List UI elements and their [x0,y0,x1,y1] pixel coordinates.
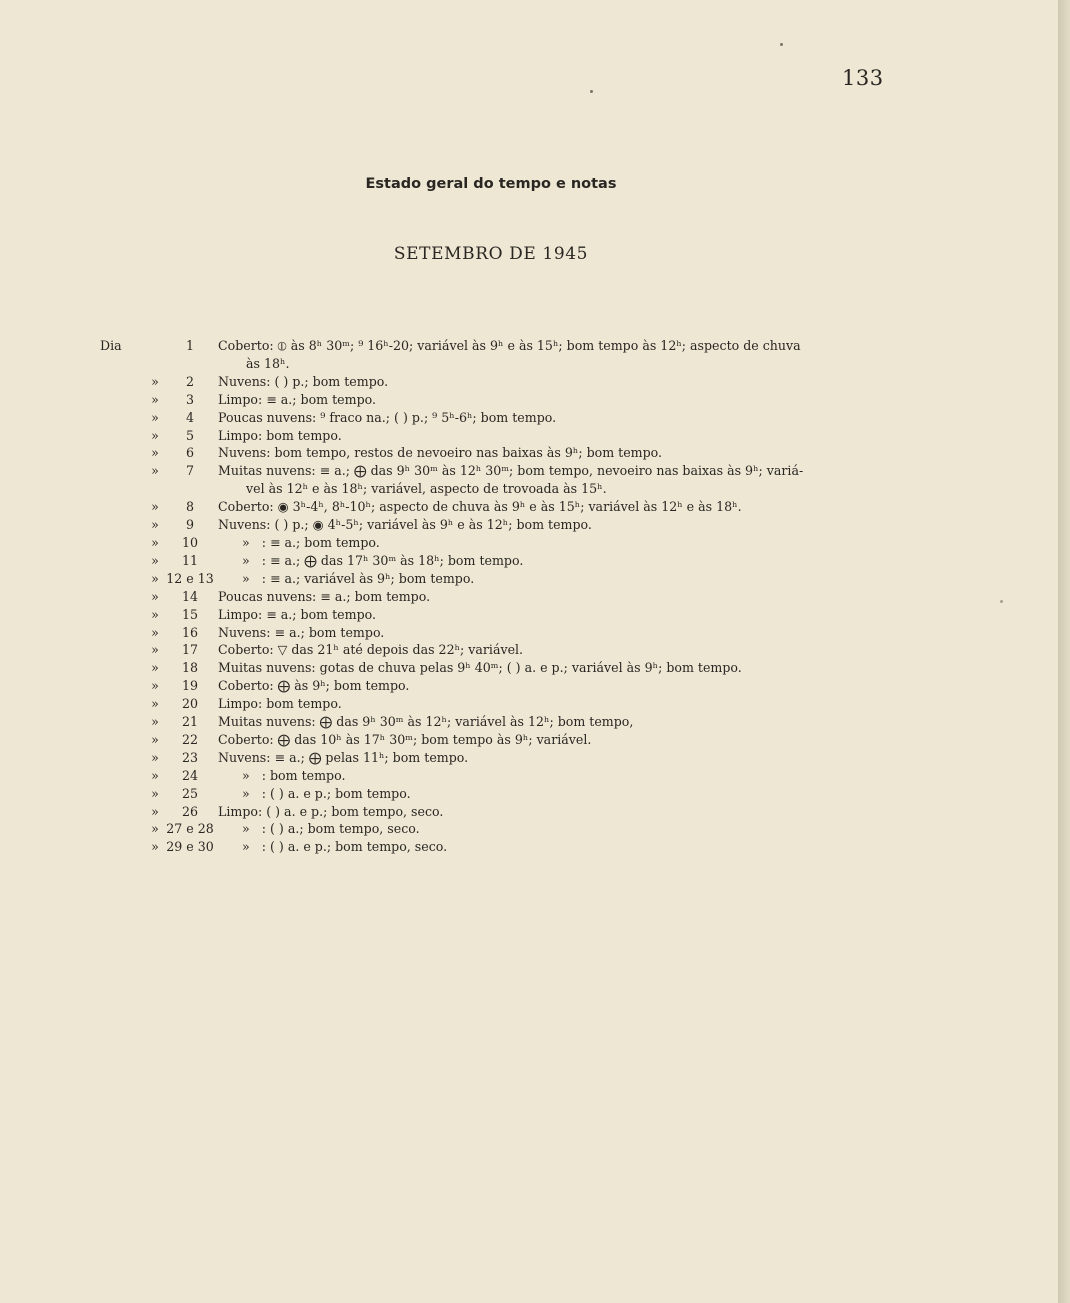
day-number: 20 [181,696,199,712]
weather-description [218,588,890,606]
table-row [100,659,890,677]
weather-description [218,498,890,516]
weather-text: » : ( ) a. e p.; bom tempo, seco. [218,839,448,855]
ditto-mark: » [151,373,159,389]
day-header-blank [100,677,148,695]
ditto-mark: » [151,678,159,694]
ditto-mark: » [151,534,159,550]
weather-description [218,820,890,838]
day-number: 29 e 30 [166,839,214,855]
table-row [100,713,890,731]
weather-text: » : ≡ a.; variável às 9ʰ; bom tempo. [218,570,475,586]
day-number: 6 [185,445,194,461]
weather-text: Limpo: ≡ a.; bom tempo. [218,391,377,407]
weather-text: Limpo: ( ) a. e p.; bom tempo, seco. [218,803,444,819]
weather-description [218,641,890,659]
weather-text: Coberto: ⦶ às 8ʰ 30ᵐ; ⁹ 16ʰ-20; variável às 9ʰ e às 15ʰ; bom tempo às 12ʰ; aspecto de chuva [218,338,801,353]
weather-text: Poucas nuvens: ≡ a.; bom tempo. [218,588,431,604]
ditto-mark: » [151,552,159,568]
weather-text: Coberto: ⨁ das 10ʰ às 17ʰ 30ᵐ; bom tempo às 9ʰ; variável. [218,731,592,747]
weather-text: » : ( ) a.; bom tempo, seco. [218,821,420,837]
ditto-mark: » [151,570,159,586]
table-row [100,391,890,409]
table-row [100,552,890,570]
weather-description [218,767,890,785]
weather-description [218,427,890,445]
table-row [100,409,890,427]
weather-description [218,462,890,498]
weather-text-continuation: às 18ʰ. [246,355,290,371]
weather-text: Muitas nuvens: ⨁ das 9ʰ 30ᵐ às 12ʰ; variável às 12ʰ; bom tempo, [218,714,634,730]
weather-description [218,695,890,713]
weather-description [218,570,890,588]
day-number: 10 [181,534,199,550]
table-row [100,695,890,713]
day-header-label: Dia [100,338,122,353]
ditto-mark: » [151,624,159,640]
weather-description [218,713,890,731]
day-number: 4 [185,409,194,425]
weather-text: Coberto: ⨁ às 9ʰ; bom tempo. [218,678,410,694]
speck [1000,600,1003,603]
day-header-blank [100,695,148,713]
weather-description [218,838,890,856]
weather-description [218,749,890,767]
page-subtitle: SETEMBRO DE 1945 [393,244,589,264]
day-number: 22 [181,731,199,747]
day-header-blank [100,641,148,659]
day-header-blank [100,588,148,606]
weather-description [218,373,890,391]
day-header-blank [100,731,148,749]
ditto-mark: » [151,714,159,730]
ditto-mark: » [151,839,159,855]
weather-description [218,444,890,462]
weather-description [218,785,890,803]
weather-text: » : bom tempo. [218,767,346,783]
weather-text: Limpo: ≡ a.; bom tempo. [218,606,377,622]
table-row [100,749,890,767]
day-header-blank [100,767,148,785]
table-row [100,588,890,606]
weather-text: Muitas nuvens: ≡ a.; ⨁ das 9ʰ 30ᵐ às 12ʰ 30ᵐ; bom tempo, nevoeiro nas baixas às 9ʰ; variá- [218,463,804,479]
ditto-mark: » [151,660,159,676]
day-number: 18 [181,660,199,676]
weather-text: Limpo: bom tempo. [218,427,342,443]
table-row [100,641,890,659]
day-header-blank [100,391,148,409]
table-row [100,731,890,749]
weather-description [218,391,890,409]
day-number: 17 [181,642,199,658]
day-header-blank [100,444,148,462]
table-row [100,462,890,498]
day-number: 26 [181,803,199,819]
ditto-mark: » [151,767,159,783]
ditto-mark: » [151,463,159,479]
day-number: 1 [185,338,194,353]
table-row [100,803,890,821]
day-number: 23 [181,749,199,765]
table-row [100,570,890,588]
table-row [100,677,890,695]
weather-description [218,624,890,642]
weather-text: Nuvens: ≡ a.; bom tempo. [218,624,385,640]
speck [590,90,593,93]
weather-text: Nuvens: bom tempo, restos de nevoeiro nas baixas às 9ʰ; bom tempo. [218,445,663,461]
day-header-blank [100,462,148,498]
day-number: 8 [185,499,194,515]
day-number: 24 [181,767,199,783]
ditto-mark: » [151,803,159,819]
table-row [100,767,890,785]
day-number: 5 [185,427,194,443]
ditto-mark: » [151,499,159,515]
weather-description [218,337,890,373]
weather-description [218,516,890,534]
day-number: 14 [181,588,199,604]
day-number: 9 [185,517,194,533]
weather-text: Nuvens: ≡ a.; ⨁ pelas 11ʰ; bom tempo. [218,749,469,765]
table-row [100,427,890,445]
ditto-mark: » [151,445,159,461]
table-row [100,516,890,534]
day-number: 21 [181,714,199,730]
weather-description [218,409,890,427]
day-header-blank [100,427,148,445]
day-header-blank [100,803,148,821]
weather-description [218,606,890,624]
weather-text: Nuvens: ( ) p.; bom tempo. [218,373,389,389]
day-header-blank [100,570,148,588]
weather-text: Muitas nuvens: gotas de chuva pelas 9ʰ 40ᵐ; ( ) a. e p.; variável às 9ʰ; bom tempo. [218,660,742,676]
ditto-mark: » [151,785,159,801]
ditto-mark: » [151,731,159,747]
day-header-blank [100,373,148,391]
page-number: 133 [842,66,884,90]
ditto-mark: » [151,409,159,425]
table-row [100,820,890,838]
day-header-blank [100,516,148,534]
weather-description [218,677,890,695]
table-row [100,337,890,373]
table-row [100,606,890,624]
day-header-blank [100,785,148,803]
ditto-mark: » [151,642,159,658]
weather-description [218,552,890,570]
table-row [100,838,890,856]
ditto-mark [148,337,162,373]
weather-text: Coberto: ▽ das 21ʰ até depois das 22ʰ; variável. [218,642,524,658]
ditto-mark: » [151,427,159,443]
day-number: 19 [181,678,199,694]
weather-text: Poucas nuvens: ⁹ fraco na.; ( ) p.; ⁹ 5ʰ-6ʰ; bom tempo. [218,409,557,425]
day-header-blank [100,606,148,624]
day-header-blank [100,552,148,570]
day-number: 25 [181,785,199,801]
day-header-blank [100,409,148,427]
page-title: Estado geral do tempo e notas [365,176,617,192]
weather-description [218,534,890,552]
day-header-blank [100,498,148,516]
day-number: 11 [181,552,199,568]
day-number: 15 [181,606,199,622]
weather-text: Nuvens: ( ) p.; ◉ 4ʰ-5ʰ; variável às 9ʰ e às 12ʰ; bom tempo. [218,517,592,533]
table-row [100,498,890,516]
weather-description [218,659,890,677]
day-header-blank [100,713,148,731]
weather-text: » : ≡ a.; bom tempo. [218,534,380,550]
ditto-mark: » [151,821,159,837]
table-row [100,373,890,391]
day-number: 3 [185,391,194,407]
speck [780,43,783,46]
ditto-mark: » [151,749,159,765]
weather-text-continuation: vel às 12ʰ e às 18ʰ; variável, aspecto de trovoada às 15ʰ. [246,481,607,497]
table-row [100,534,890,552]
ditto-mark: » [151,696,159,712]
day-header-blank [100,820,148,838]
ditto-mark: » [151,517,159,533]
ditto-mark: » [151,606,159,622]
day-header-blank [100,838,148,856]
weather-text: Coberto: ◉ 3ʰ-4ʰ, 8ʰ-10ʰ; aspecto de chuva às 9ʰ e às 15ʰ; variável às 12ʰ e às 18ʰ. [218,499,742,515]
page-edge-shadow [1058,0,1070,1303]
day-number: 2 [185,373,194,389]
weather-notes-table [100,337,890,856]
table-row [100,624,890,642]
weather-description [218,803,890,821]
weather-description [218,731,890,749]
table-row [100,785,890,803]
table-row [100,444,890,462]
weather-text: » : ≡ a.; ⨁ das 17ʰ 30ᵐ às 18ʰ; bom tempo. [218,552,524,568]
day-number: 7 [185,463,194,479]
day-number: 12 e 13 [166,570,214,586]
day-number: 27 e 28 [166,821,214,837]
day-header-blank [100,749,148,767]
weather-text: » : ( ) a. e p.; bom tempo. [218,785,411,801]
day-header-blank [100,534,148,552]
weather-text: Limpo: bom tempo. [218,696,342,712]
day-number: 16 [181,624,199,640]
ditto-mark: » [151,588,159,604]
day-header-blank [100,624,148,642]
ditto-mark: » [151,391,159,407]
day-header-blank [100,659,148,677]
